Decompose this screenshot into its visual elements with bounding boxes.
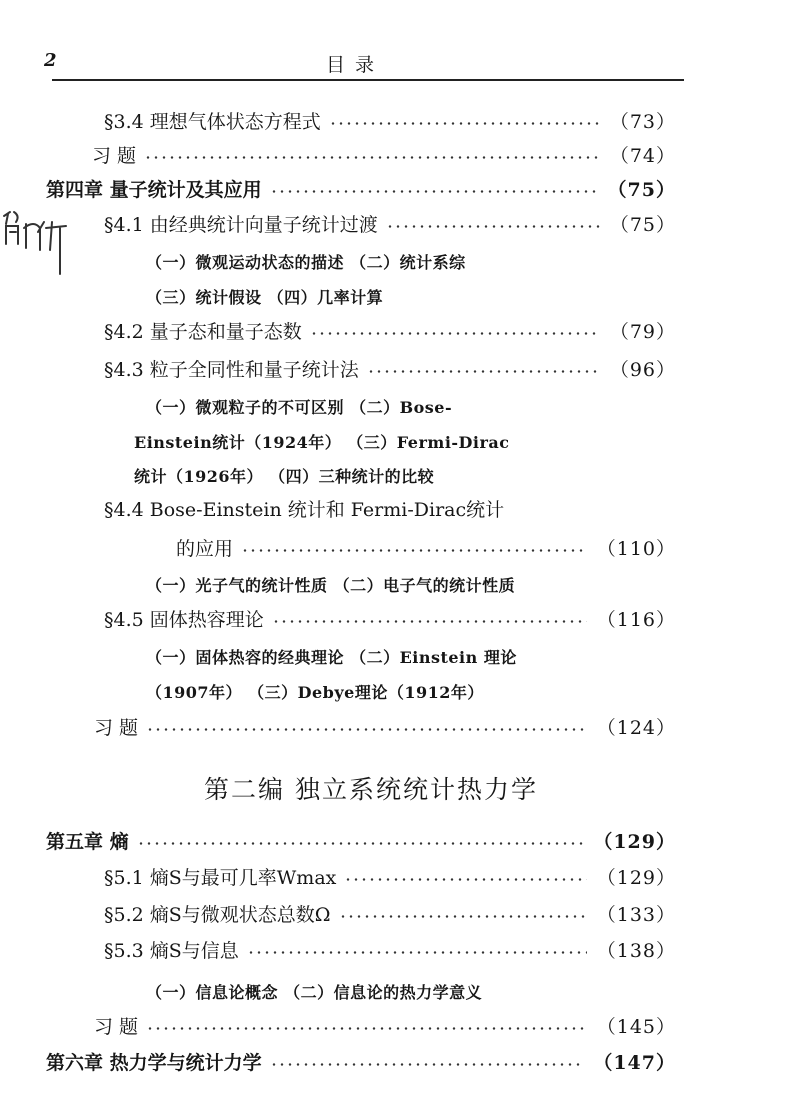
entry-page: （116） (596, 608, 676, 631)
leader-dots (344, 878, 586, 881)
toc-entry (104, 601, 676, 635)
entry-page: （79） (609, 320, 676, 343)
toc-entry (104, 932, 676, 966)
leader-dots (329, 122, 600, 125)
toc-entry (176, 530, 676, 564)
leader-dots (386, 225, 600, 228)
leader-dots (146, 728, 587, 731)
leader-dots (310, 332, 600, 335)
toc-entry (94, 1008, 676, 1042)
toc-entry (104, 491, 676, 525)
entry-page: （110） (596, 537, 676, 560)
subtopic-line: （一）信息论概念 （二）信息论的热力学意义 (146, 983, 483, 1002)
leader-dots (144, 156, 600, 159)
entry-label: 的应用 (176, 537, 234, 560)
leader-dots (272, 620, 587, 623)
entry-label: §4.4 Bose-Einstein 统计和 Fermi-Dirac统计 (104, 498, 505, 521)
subtopic-line: （1907年） （三）Debye理论（1912年） (146, 683, 484, 702)
leader-dots (137, 842, 584, 845)
page-title: 目 录 (326, 54, 377, 76)
toc-entry (104, 313, 676, 347)
subtopic-line: （一）光子气的统计性质 （二）电子气的统计性质 (146, 576, 516, 595)
entry-page: （124） (596, 716, 676, 739)
toc-entry (104, 351, 676, 385)
entry-label: 第六章 热力学与统计力学 (46, 1051, 262, 1074)
entry-page: （133） (596, 903, 676, 926)
entry-page: （138） (596, 939, 676, 962)
toc-entry (92, 137, 676, 171)
entry-label: 习 题 (94, 1015, 139, 1038)
entry-page: （147） (593, 1051, 676, 1074)
toc-chapter (46, 823, 676, 857)
entry-label: 习 题 (92, 144, 137, 167)
subtopic-line: Einstein统计（1924年） （三）Fermi-Dirac (134, 433, 510, 452)
entry-page: （73） (609, 110, 676, 133)
toc-entry (104, 103, 676, 137)
toc-chapter (46, 171, 676, 205)
entry-page: （129） (593, 830, 676, 853)
entry-label: 习 题 (94, 716, 139, 739)
entry-label: §5.2 熵S与微观状态总数Ω (104, 903, 331, 926)
leader-dots (339, 915, 587, 918)
subtopic-line: （三）统计假设 （四）几率计算 (146, 288, 384, 307)
toc-entry (104, 206, 676, 240)
entry-label: 第五章 熵 (46, 830, 129, 853)
part-heading: 第二编 独立系统统计热力学 (204, 775, 538, 804)
leader-dots (146, 1027, 587, 1030)
entry-page: （75） (607, 178, 676, 201)
subtopic-line: （一）固体热容的经典理论 （二）Einstein 理论 (146, 648, 517, 667)
entry-label: §3.4 理想气体状态方程式 (104, 110, 321, 133)
toc-entry (94, 709, 676, 743)
entry-page: （145） (596, 1015, 676, 1038)
entry-label: §4.1 由经典统计向量子统计过渡 (104, 213, 378, 236)
entry-label: 第四章 量子统计及其应用 (46, 178, 262, 201)
entry-page: （129） (596, 866, 676, 889)
entry-label: §4.3 粒子全同性和量子统计法 (104, 358, 359, 381)
leader-dots (241, 549, 587, 552)
leader-dots (247, 951, 587, 954)
entry-label: §5.1 熵S与最可几率Wmax (104, 866, 337, 889)
toc-entry (104, 859, 676, 893)
subtopic-line: （一）微观粒子的不可区别 （二）Bose- (146, 398, 453, 417)
leader-dots (270, 190, 598, 193)
handwritten-annotation-icon (0, 208, 82, 288)
entry-page: （74） (609, 144, 676, 167)
subtopic-line: 统计（1926年） （四）三种统计的比较 (134, 467, 435, 486)
entry-label: §4.2 量子态和量子态数 (104, 320, 302, 343)
entry-label: §4.5 固体热容理论 (104, 608, 264, 631)
leader-dots (270, 1063, 584, 1066)
leader-dots (367, 370, 600, 373)
entry-page: （96） (609, 358, 676, 381)
entry-page: （75） (609, 213, 676, 236)
page-number: 2 (44, 50, 57, 71)
entry-label: §5.3 熵S与信息 (104, 939, 239, 962)
toc-chapter (46, 1044, 676, 1078)
toc-entry (104, 896, 676, 930)
subtopic-line: （一）微观运动状态的描述 （二）统计系综 (146, 253, 466, 272)
header-rule (52, 79, 684, 81)
